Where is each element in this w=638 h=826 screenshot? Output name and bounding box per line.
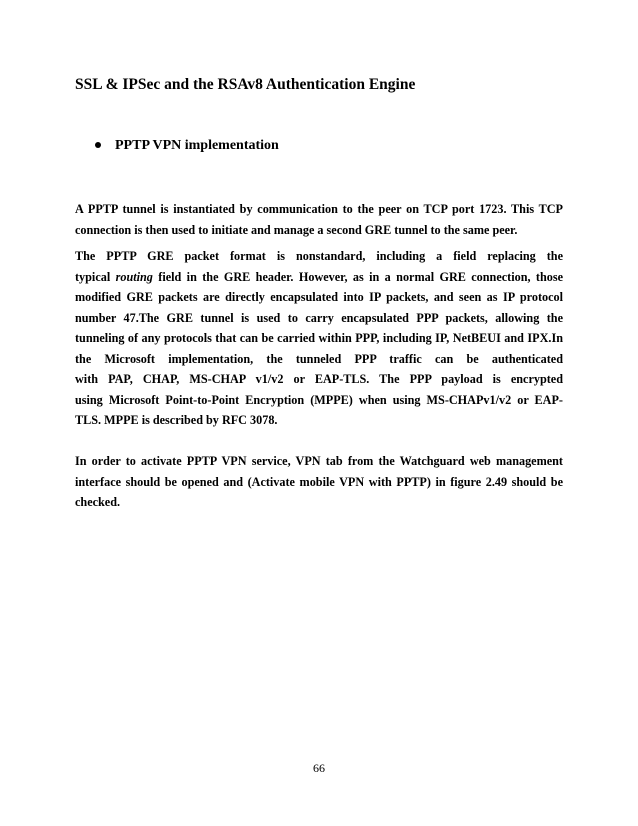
paragraph-line: TLS. MPPE is described by RFC 3078. — [75, 413, 278, 427]
paragraph-line: the Microsoft implementation, the tunneled PPP traffic can be authenticated — [75, 351, 563, 366]
paragraph-line: using Microsoft Point-to-Point Encryption (MPPE) when using MS-CHAPv1/v2 or EAP- — [75, 392, 563, 407]
paragraph-line: A PPTP tunnel is instantiated by communication to the peer on TCP port 1723. This TCP — [75, 202, 563, 216]
paragraph-line: interface should be opened and (Activate mobile VPN with PPTP) in figure 2.49 should be — [75, 474, 563, 489]
paragraph-line — [75, 267, 563, 288]
bullet-dot-icon — [95, 142, 101, 148]
paragraph-line: In order to activate PPTP VPN service, VPN tab from the Watchguard web management — [75, 454, 563, 468]
paragraph-line: number 47.The GRE tunnel is used to carry encapsulated PPP packets, allowing the — [75, 310, 563, 325]
bullet-item-label: PPTP VPN implementation — [115, 138, 279, 153]
paragraph-line: with PAP, CHAP, MS-CHAP v1/v2 or EAP-TLS. The PPP payload is encrypted — [75, 372, 563, 386]
paragraph-1 — [75, 199, 563, 240]
bullet-item — [95, 138, 279, 154]
paragraph-2 — [75, 246, 563, 431]
paragraph-line: checked. — [75, 495, 121, 509]
italic-term: routing — [115, 269, 153, 284]
section-heading: SSL & IPSec and the RSAv8 Authentication Engine — [75, 76, 416, 93]
page-number: 66 — [313, 761, 325, 775]
paragraph-line: The PPTP GRE packet format is nonstandard, including a field replacing the — [75, 249, 563, 263]
paragraph-3 — [75, 451, 563, 513]
paragraph-line: connection is then used to initiate and manage a second GRE tunnel to the same peer. — [75, 222, 518, 237]
text-run: field in the GRE header. However, as in a normal GRE connection, those — [152, 269, 563, 284]
paragraph-line: modified GRE packets are directly encapsulated into IP packets, and seen as IP protocol — [75, 290, 563, 304]
paragraph-line: tunneling of any protocols that can be carried within PPP, including IP, NetBEUI and IPX.In — [75, 331, 563, 345]
text-run: typical — [75, 269, 116, 284]
